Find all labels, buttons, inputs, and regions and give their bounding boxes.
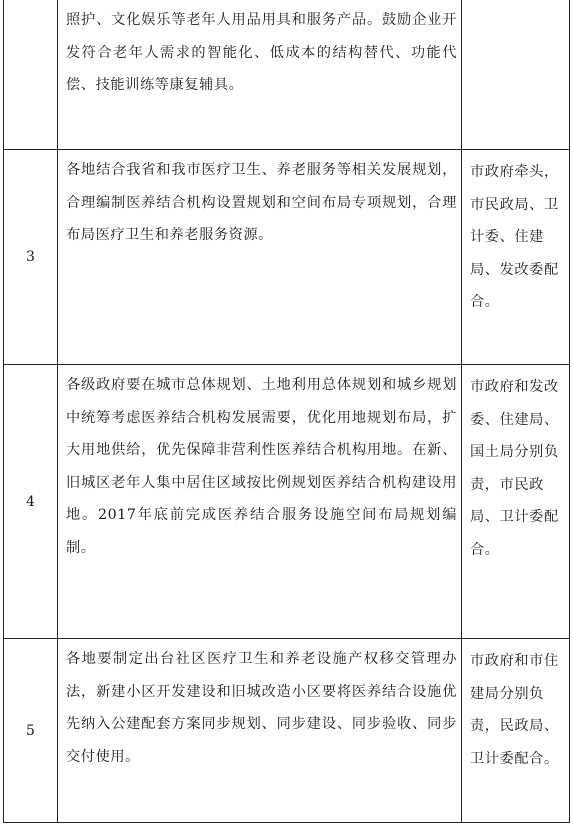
table-row: [4, 0, 570, 150]
row-number: 5: [4, 639, 58, 823]
row-content: 照护、文化娱乐等老年人用品用具和服务产品。鼓励企业开发符合老年人需求的智能化、低成本的结构替代、功能代偿、技能训练等康复辅具。: [58, 0, 462, 150]
row-content: 各地要制定出台社区医疗卫生和养老设施产权移交管理办法，新建小区开发建设和旧城改造小区要将医养结合设施优先纳入公建配套方案同步规划、同步建设、同步验收、同步交付使用。: [58, 639, 462, 823]
task-table: [3, 0, 570, 823]
row-content: 各级政府要在城市总体规划、土地利用总体规划和城乡规划中统筹考虑医养结合机构发展需要，优化用地规划布局，扩大用地供给，优先保障非营利性医养结合机构用地。在新、旧城区老年人集中居住区域按比例规划医养结合机构建设用地。2017年底前完成医养结合服务设施空间布局规划编制。: [58, 365, 462, 639]
row-department: [462, 0, 570, 150]
row-department: 市政府牵头，市民政局、卫计委、住建局、发改委配合。: [462, 150, 570, 365]
table-row: [4, 365, 570, 639]
row-content: 各地结合我省和我市医疗卫生、养老服务等相关发展规划，合理编制医养结合机构设置规划和空间布局专项规划，合理布局医疗卫生和养老服务资源。: [58, 150, 462, 365]
row-department: 市政府和市住建局分别负责，民政局、卫计委配合。: [462, 639, 570, 823]
row-department: 市政府和发改委、住建局、国土局分别负责，市民政局、卫计委配合。: [462, 365, 570, 639]
row-number: 3: [4, 150, 58, 365]
table-row: [4, 639, 570, 823]
table-row: [4, 150, 570, 365]
row-number: 4: [4, 365, 58, 639]
row-number: [4, 0, 58, 150]
